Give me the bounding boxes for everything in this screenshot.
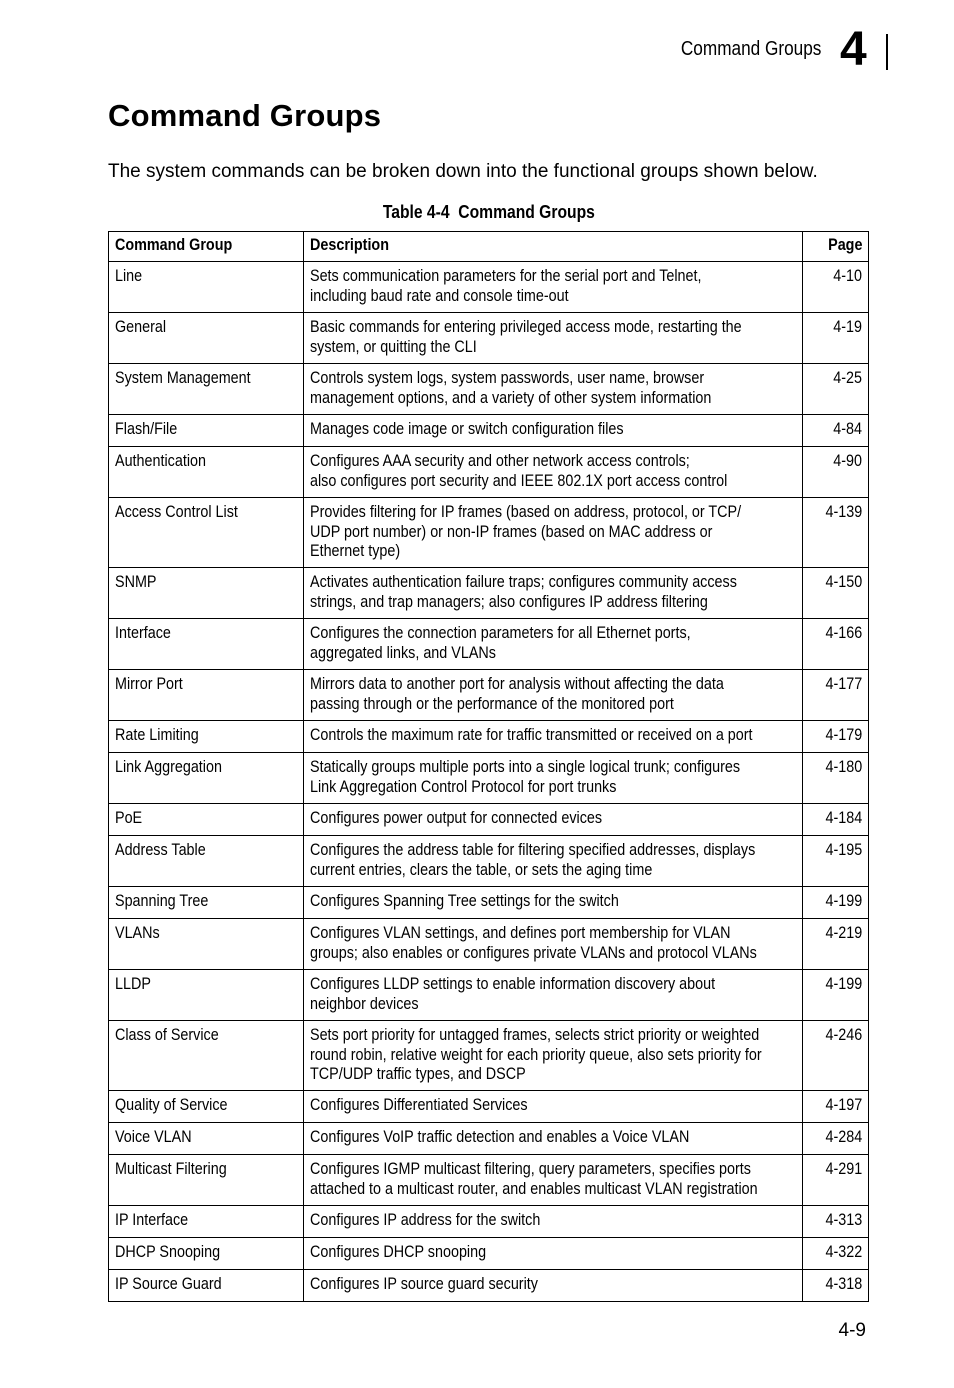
command-group-cell: Line bbox=[109, 262, 304, 313]
description-line: including baud rate and console time-out bbox=[310, 286, 569, 305]
table-row bbox=[109, 721, 869, 753]
command-group-cell: Authentication bbox=[109, 447, 304, 498]
page-cell: 4-166 bbox=[803, 619, 869, 670]
command-group-cell: Flash/File bbox=[109, 415, 304, 447]
page-cell: 4-199 bbox=[803, 887, 869, 919]
description-cell bbox=[304, 804, 803, 836]
command-group-cell: IP Source Guard bbox=[109, 1270, 304, 1302]
description-line: Ethernet type) bbox=[310, 542, 401, 560]
description-line: aggregated links, and VLANs bbox=[310, 643, 496, 662]
description-cell bbox=[304, 1270, 803, 1302]
description-line: current entries, clears the table, or sets the aging time bbox=[310, 860, 653, 879]
page-cell: 4-25 bbox=[803, 364, 869, 415]
page-title: Command Groups bbox=[108, 98, 382, 133]
chapter-number: 4 bbox=[840, 23, 867, 76]
description-cell bbox=[304, 1238, 803, 1270]
table-row bbox=[109, 1091, 869, 1123]
command-group-cell: Address Table bbox=[109, 836, 304, 887]
table-row bbox=[109, 1021, 869, 1091]
description-line: strings, and trap managers; also configures IP address filtering bbox=[310, 592, 708, 611]
table-row bbox=[109, 836, 869, 887]
description-line: Configures IGMP multicast filtering, query parameters, specifies ports bbox=[310, 1160, 751, 1178]
table-row bbox=[109, 1206, 869, 1238]
description-cell bbox=[304, 721, 803, 753]
description-line: round robin, relative weight for each priority queue, also sets priority for bbox=[310, 1045, 762, 1064]
description-cell bbox=[304, 919, 803, 970]
description-line: groups; also enables or configures private VLANs and protocol VLANs bbox=[310, 943, 757, 962]
command-group-cell: Link Aggregation bbox=[109, 753, 304, 804]
description-line: Configures the connection parameters for all Ethernet ports, bbox=[310, 624, 691, 642]
table-caption bbox=[0, 202, 954, 223]
description-cell bbox=[304, 619, 803, 670]
page-cell: 4-219 bbox=[803, 919, 869, 970]
table-row bbox=[109, 887, 869, 919]
description-cell bbox=[304, 970, 803, 1021]
description-line: Configures the address table for filtering specified addresses, displays bbox=[310, 841, 756, 859]
description-line: passing through or the performance of the monitored port bbox=[310, 694, 674, 713]
description-line: Configures AAA security and other network access controls; bbox=[310, 452, 690, 470]
table-row bbox=[109, 970, 869, 1021]
description-line: UDP port number) or non-IP frames (based on MAC address or bbox=[310, 522, 713, 541]
page-cell: 4-199 bbox=[803, 970, 869, 1021]
page-cell: 4-180 bbox=[803, 753, 869, 804]
description-cell bbox=[304, 1206, 803, 1238]
page-cell: 4-291 bbox=[803, 1155, 869, 1206]
command-group-cell: Class of Service bbox=[109, 1021, 304, 1091]
table-row bbox=[109, 619, 869, 670]
description-line: Configures DHCP snooping bbox=[310, 1243, 487, 1261]
command-group-cell: LLDP bbox=[109, 970, 304, 1021]
description-line: also configures port security and IEEE 802.1X port access control bbox=[310, 471, 728, 490]
table-row bbox=[109, 1270, 869, 1302]
command-group-cell: Mirror Port bbox=[109, 670, 304, 721]
description-cell bbox=[304, 887, 803, 919]
description-cell bbox=[304, 313, 803, 364]
description-cell bbox=[304, 568, 803, 619]
table-row bbox=[109, 262, 869, 313]
description-line: Mirrors data to another port for analysis without affecting the data bbox=[310, 675, 724, 693]
running-header-title: Command Groups bbox=[680, 38, 821, 60]
table-row bbox=[109, 1155, 869, 1206]
description-line: Link Aggregation Control Protocol for port trunks bbox=[310, 777, 617, 796]
command-group-cell: PoE bbox=[109, 804, 304, 836]
page-cell: 4-179 bbox=[803, 721, 869, 753]
description-line: Manages code image or switch configuration files bbox=[310, 420, 624, 438]
command-group-cell: VLANs bbox=[109, 919, 304, 970]
description-line: Configures IP source guard security bbox=[310, 1275, 538, 1293]
table-row bbox=[109, 313, 869, 364]
page-cell: 4-139 bbox=[803, 498, 869, 568]
page-cell: 4-284 bbox=[803, 1123, 869, 1155]
description-line: management options, and a variety of other system information bbox=[310, 388, 712, 407]
page-number: 4-9 bbox=[838, 1320, 866, 1341]
command-group-cell: Voice VLAN bbox=[109, 1123, 304, 1155]
description-line: Configures VLAN settings, and defines port membership for VLAN bbox=[310, 924, 731, 942]
description-cell bbox=[304, 262, 803, 313]
table-row bbox=[109, 447, 869, 498]
description-line: Statically groups multiple ports into a single logical trunk; configures bbox=[310, 758, 741, 776]
description-cell bbox=[304, 753, 803, 804]
table-row bbox=[109, 1238, 869, 1270]
description-line: Controls the maximum rate for traffic transmitted or received on a port bbox=[310, 726, 753, 744]
description-line: Activates authentication failure traps; configures community access bbox=[310, 573, 737, 591]
description-cell bbox=[304, 447, 803, 498]
page-cell: 4-195 bbox=[803, 836, 869, 887]
page-cell: 4-246 bbox=[803, 1021, 869, 1091]
table-row bbox=[109, 919, 869, 970]
table-row bbox=[109, 753, 869, 804]
page-cell: 4-177 bbox=[803, 670, 869, 721]
description-line: Sets communication parameters for the serial port and Telnet, bbox=[310, 267, 702, 285]
description-cell bbox=[304, 498, 803, 568]
description-line: neighbor devices bbox=[310, 994, 419, 1013]
command-group-cell: SNMP bbox=[109, 568, 304, 619]
table-row bbox=[109, 804, 869, 836]
table-body bbox=[109, 262, 869, 1302]
description-line: Configures Spanning Tree settings for the switch bbox=[310, 892, 619, 910]
command-groups-table bbox=[108, 231, 869, 1302]
column-header-description: Description bbox=[304, 232, 803, 262]
description-line: system, or quitting the CLI bbox=[310, 337, 477, 356]
description-line: Basic commands for entering privileged access mode, restarting the bbox=[310, 318, 742, 336]
command-group-cell: Quality of Service bbox=[109, 1091, 304, 1123]
command-group-cell: IP Interface bbox=[109, 1206, 304, 1238]
page-cell: 4-90 bbox=[803, 447, 869, 498]
description-cell bbox=[304, 1123, 803, 1155]
table-row bbox=[109, 498, 869, 568]
description-line: TCP/UDP traffic types, and DSCP bbox=[310, 1065, 526, 1083]
chapter-divider bbox=[886, 34, 888, 70]
table-row bbox=[109, 364, 869, 415]
column-header-command-group: Command Group bbox=[109, 232, 304, 262]
page-cell: 4-313 bbox=[803, 1206, 869, 1238]
description-cell bbox=[304, 364, 803, 415]
command-group-cell: Rate Limiting bbox=[109, 721, 304, 753]
table-row bbox=[109, 568, 869, 619]
command-group-cell: General bbox=[109, 313, 304, 364]
page-cell: 4-150 bbox=[803, 568, 869, 619]
table-row bbox=[109, 670, 869, 721]
page-cell: 4-318 bbox=[803, 1270, 869, 1302]
page-cell: 4-197 bbox=[803, 1091, 869, 1123]
table-row bbox=[109, 1123, 869, 1155]
command-group-cell: Access Control List bbox=[109, 498, 304, 568]
description-cell bbox=[304, 670, 803, 721]
column-header-page: Page bbox=[803, 232, 869, 262]
page-cell: 4-184 bbox=[803, 804, 869, 836]
page-cell: 4-84 bbox=[803, 415, 869, 447]
description-line: Configures LLDP settings to enable information discovery about bbox=[310, 975, 716, 993]
description-cell bbox=[304, 836, 803, 887]
command-group-cell: System Management bbox=[109, 364, 304, 415]
table-row bbox=[109, 415, 869, 447]
description-line: Configures VoIP traffic detection and enables a Voice VLAN bbox=[310, 1128, 690, 1146]
description-cell bbox=[304, 1021, 803, 1091]
description-line: Configures power output for connected evices bbox=[310, 809, 603, 827]
table-header-row bbox=[109, 232, 869, 262]
description-line: Provides filtering for IP frames (based on address, protocol, or TCP/ bbox=[310, 503, 742, 521]
description-line: Controls system logs, system passwords, user name, browser bbox=[310, 369, 705, 387]
page-cell: 4-322 bbox=[803, 1238, 869, 1270]
command-group-cell: Spanning Tree bbox=[109, 887, 304, 919]
page-cell: 4-19 bbox=[803, 313, 869, 364]
command-group-cell: Interface bbox=[109, 619, 304, 670]
description-cell bbox=[304, 1155, 803, 1206]
page-cell: 4-10 bbox=[803, 262, 869, 313]
description-line: Configures Differentiated Services bbox=[310, 1096, 528, 1114]
description-line: attached to a multicast router, and enables multicast VLAN registration bbox=[310, 1179, 758, 1198]
description-line: Configures IP address for the switch bbox=[310, 1211, 541, 1229]
description-cell bbox=[304, 1091, 803, 1123]
command-group-cell: Multicast Filtering bbox=[109, 1155, 304, 1206]
table-caption-text: Table 4-4 Command Groups bbox=[382, 202, 595, 222]
description-cell bbox=[304, 415, 803, 447]
description-line: Sets port priority for untagged frames, selects strict priority or weighted bbox=[310, 1026, 760, 1044]
intro-paragraph: The system commands can be broken down into the functional groups shown below. bbox=[108, 161, 818, 182]
command-group-cell: DHCP Snooping bbox=[109, 1238, 304, 1270]
